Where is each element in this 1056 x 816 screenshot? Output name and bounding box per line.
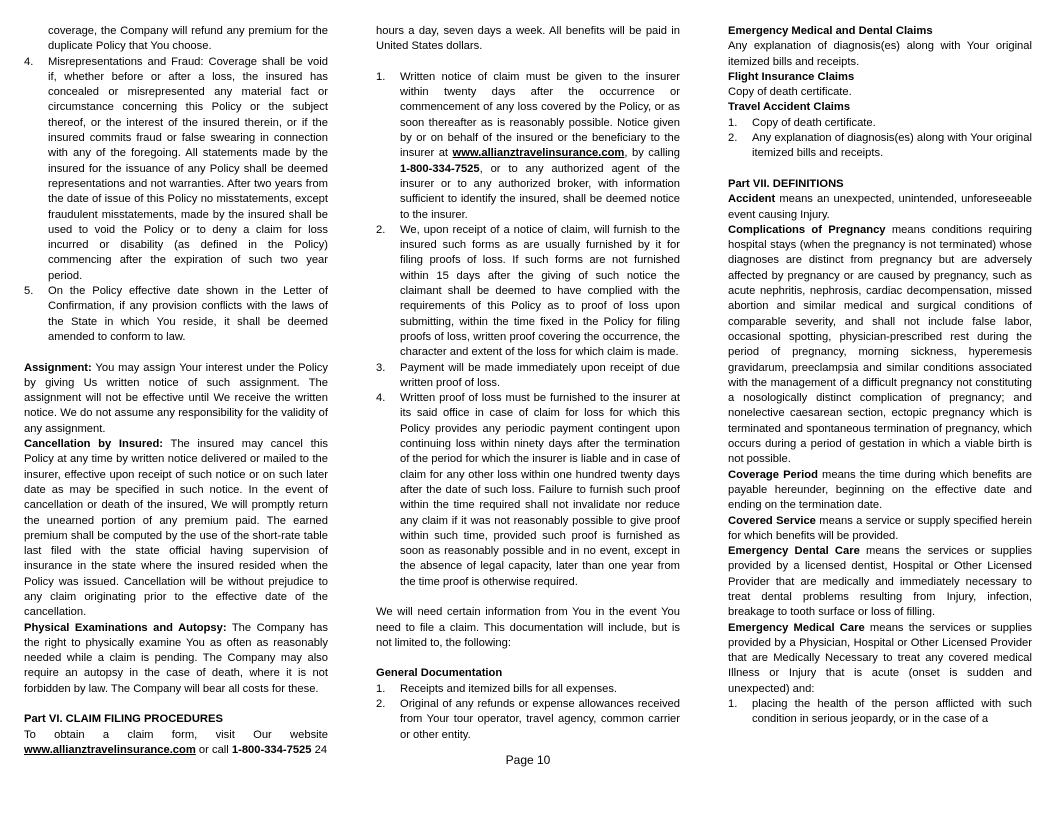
definition: [728, 621, 1032, 697]
list-number: 1.: [376, 70, 386, 83]
assignment-text: You may assign Your interest under the Policy by giving Us written notice of such assignment. The assignment will not be effective until We receive the written notice. We do not assume any responsibility for the validity of any assignment.: [24, 361, 328, 435]
list-item: [728, 131, 1032, 162]
continued-text: coverage, the Company will refund any premium for the duplicate Policy that You choose.: [48, 25, 328, 53]
list-text: placing the health of the person afflicted with such condition in serious jeopardy, or in the case of a: [752, 698, 1032, 726]
column-2: [376, 24, 680, 743]
definition-term: Complications of Pregnancy: [728, 223, 886, 236]
cancellation-paragraph: [24, 437, 328, 621]
column-3: [728, 24, 1032, 728]
part6-heading: Part VI. CLAIM FILING PROCEDURES: [24, 713, 223, 726]
list-item: [376, 697, 680, 743]
list-number: 2.: [728, 132, 738, 145]
list-text: We, upon receipt of a notice of claim, will furnish to the insured such forms as are usually furnished by it for filing proofs of loss. If such forms are not furnished within 15 days after the giving of such notice the claimant shall be deemed to have complied with the requirements of this Policy as to proof of loss upon submitting, within the time fixed in the Policy for filing proofs of loss, written proof covering the occurrence, the character and extent of the loss for which claim is made.: [400, 223, 680, 359]
list-item: [728, 697, 1032, 728]
definition: [728, 192, 1032, 223]
list-text: Copy of death certificate.: [752, 116, 876, 129]
page-number: Page 10: [505, 753, 551, 767]
physical-exam-text: The Company has the right to physically examine You as often as reasonably needed while a claim is pending. The Company may also require an autopsy in the case of death, where it is not forbidden by law. The Company will bear all costs for these.: [24, 621, 328, 695]
list-text: Original of any refunds or expense allowances received from Your tour operator, travel agency, common carrier or other entity.: [400, 698, 680, 741]
claim-form-text: 24: [311, 743, 328, 756]
list-item: [376, 682, 680, 697]
emergency-claims-text: Any explanation of diagnosis(es) along with Your original itemized bills and receipts.: [728, 40, 1032, 68]
physical-exam-paragraph: [24, 621, 328, 697]
general-documentation-list: [376, 682, 680, 743]
list-text: , or to any authorized agent of the insurer or to any authorized broker, with information sufficient to identify the insured, shall be deemed notice to the insurer.: [400, 162, 680, 221]
continued-text: hours a day, seven days a week. All benefits will be paid in United States dollars.: [376, 25, 680, 53]
list-text: Receipts and itemized bills for all expenses.: [400, 682, 618, 695]
conditions-list: [24, 55, 328, 346]
definition-term: Covered Service: [728, 514, 816, 527]
travel-claims-heading: Travel Accident Claims: [728, 101, 851, 114]
emergency-claims-heading: Emergency Medical and Dental Claims: [728, 25, 933, 37]
claim-form-text: To obtain a claim form, visit Our website: [24, 728, 328, 741]
definition-term: Emergency Dental Care: [728, 545, 860, 558]
list-number: 1.: [376, 682, 386, 695]
list-number: 4.: [376, 392, 386, 405]
list-item: [376, 70, 680, 223]
cancellation-text: The insured may cancel this Policy at any time by written notice delivered or mailed to the insurer, effective upon receipt of such notice or on such later date as may be specified in such notice. In the event of cancellation or death of the insured, We will promptly return the unearned portion of any premium paid. The earned premium shall be computed by the use of the short-rate table last filed with the state official having supervision of insurance in the state where the insured resided when the Policy was issued. Cancellation will be without prejudice to any claim originating prior to the effective date of the cancellation.: [24, 438, 328, 619]
definition-term: Emergency Medical Care: [728, 621, 865, 634]
general-documentation-heading: General Documentation: [376, 667, 503, 680]
list-text: Payment will be made immediately upon receipt of due written proof of loss.: [400, 361, 680, 389]
list-text: Written notice of claim must be given to the insurer within twenty days after the occurrence or commencement of any loss covered by the Policy, or as soon thereafter as is reasonably possible. Notice given by or on behalf of the insured or the beneficiary to the insurer at: [400, 70, 680, 160]
definition-term: Accident: [728, 193, 776, 206]
definition: [728, 223, 1032, 468]
list-text: , by calling: [624, 147, 681, 160]
phone-number: 1-800-334-7525: [231, 743, 312, 756]
flight-claims-text: Copy of death certificate.: [728, 86, 852, 99]
assignment-label: Assignment:: [24, 361, 92, 374]
list-item: [376, 391, 680, 590]
list-number: 2.: [376, 223, 386, 236]
list-text: On the Policy effective date shown in the Letter of Confirmation, if any provision conflicts with the laws of the State in which You reside, it shall be deemed amended to conform to law.: [48, 285, 328, 343]
assignment-paragraph: [24, 361, 328, 437]
definition-text: means the time during which benefits are payable hereunder, beginning on the effective date and ending on the termination date.: [728, 468, 1032, 512]
list-text: Written proof of loss must be furnished to the insurer at its said office in case of claim for loss for which this Policy provides any periodic payment contingent upon continuing loss within ninety days after the termination of the period for which the insurer is liable and in case of claim for any other loss within one hundred twenty days after the date of such loss. Failure to furnish such proof within the time required shall not invalidate nor reduce any claim if it was not reasonably possible to give proof within such time, provided such proof is furnished as soon as reasonably possible and in no event, except in the absence of legal capacity, later than one year from the time proof is otherwise required.: [400, 392, 680, 588]
list-item: [24, 55, 328, 284]
definition: [728, 514, 1032, 545]
website-link[interactable]: www.allianztravelinsurance.com: [24, 743, 196, 756]
documentation-intro: We will need certain information from You in the event You need to file a claim. This documentation will include, but is not limited to, the following:: [376, 606, 680, 649]
list-item: [376, 223, 680, 361]
part7-heading: Part VII. DEFINITIONS: [728, 177, 844, 190]
physical-exam-label: Physical Examinations and Autopsy:: [24, 621, 227, 634]
column-1: [24, 24, 328, 758]
definition-text: means conditions requiring hospital stays (when the pregnancy is not terminated) whose diagnoses are distinct from pregnancy but are adversely affected by pregnancy or are caused by pregnancy, such as acute nephritis, nephrosis, cardiac decompensation, missed abortion and similar medical and surgical conditions of comparable severity, and shall not include false labor, occasional spotting, physician-prescribed rest during the period of pregnancy, morning sickness, hyperemesis gravidarum, preeclampsia and similar conditions associated with the management of a difficult pregnancy not constituting a nosologically distinct complication of pregnancy; and nonelective caesarean section, ectopic pregnancy which is terminated and spontaneous termination of pregnancy, which occurs during a period of gestation in which a viable birth is not possible.: [728, 223, 1033, 466]
list-item: [24, 284, 328, 345]
definition-text: means the services or supplies provided by a licensed dentist, Hospital or Other Licensed Provider that are medically and immediately necessary to treat dental problems resulting from Injury, infection, breakage to tooth surface or loss of filling.: [728, 545, 1032, 619]
list-text: Any explanation of diagnosis(es) along with Your original itemized bills and receipts.: [752, 132, 1032, 160]
claim-form-text: or call: [195, 743, 232, 756]
claim-procedure-list: [376, 70, 680, 590]
travel-claims-list: [728, 116, 1032, 162]
definition-text: means a service or supply specified herein for which benefits will be provided.: [728, 514, 1033, 542]
definition-term: Coverage Period: [728, 468, 818, 481]
list-number: 3.: [376, 361, 386, 374]
definition: [728, 544, 1032, 620]
definition: [728, 468, 1032, 514]
list-number: 1.: [728, 116, 738, 129]
website-link[interactable]: www.allianztravelinsurance.com: [452, 147, 625, 160]
list-item: [728, 116, 1032, 131]
phone-number: 1-800-334-7525: [400, 162, 480, 175]
definition-text: means an unexpected, unintended, unforeseeable event causing Injury.: [728, 193, 1032, 221]
list-text: Misrepresentations and Fraud: Coverage shall be void if, whether before or after a loss, the insured has concealed or misrepresented any material fact or circumstance concerning this Policy or the subject thereof, or the interest of the insured therein, or if the insured commits fraud or false swearing in connection with any of the foregoing. All statements made by the insured for the issuance of any Policy shall be deemed representations and not warranties. After two years from the date of issue of this Policy no misstatements, except fraudulent misstatements, made by the insured shall be used to void the Policy or to deny a claim for loss incurred or disability (as defined in the Policy) commencing after the expiration of such two year period.: [48, 55, 328, 282]
list-item: [376, 361, 680, 392]
list-number: 4.: [24, 55, 34, 68]
definition-text: means the services or supplies provided by a Physician, Hospital or Other Licensed Provider that are Medically Necessary to treat any covered medical Illness or Injury that is acute (onset is sudden and unexpected) and:: [728, 621, 1033, 695]
cancellation-label: Cancellation by Insured:: [24, 438, 164, 451]
list-number: 1.: [728, 698, 738, 711]
list-number: 2.: [376, 698, 386, 711]
flight-claims-heading: Flight Insurance Claims: [728, 70, 855, 83]
list-number: 5.: [24, 285, 34, 298]
emergency-care-list: [728, 697, 1032, 728]
